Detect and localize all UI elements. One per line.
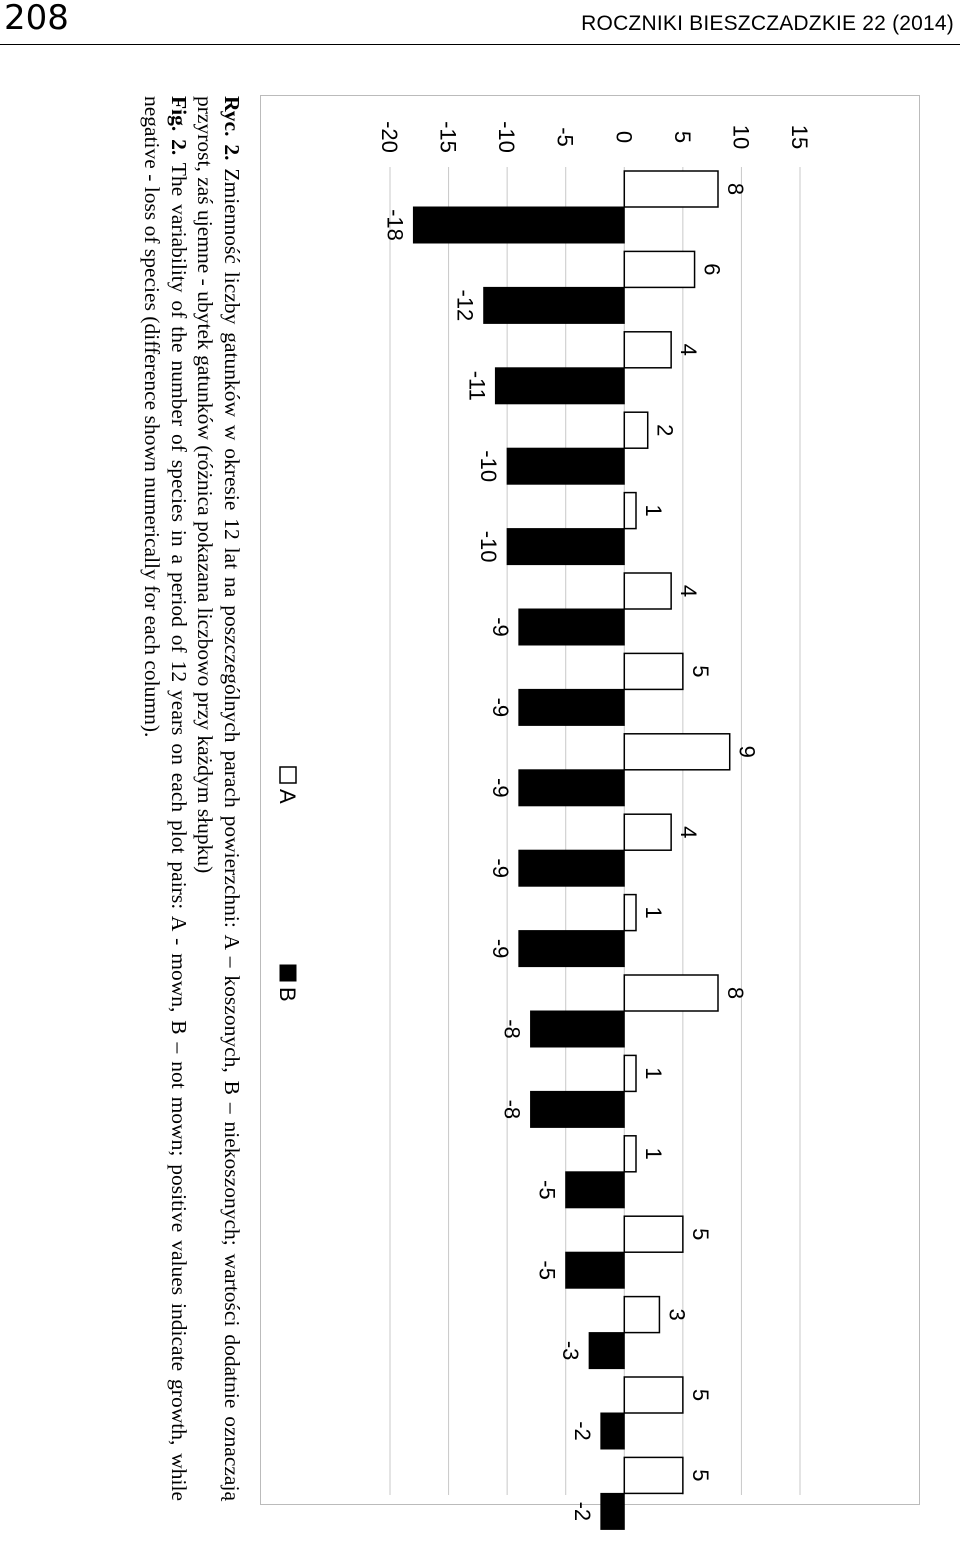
data-label-a: 1 — [641, 906, 666, 919]
data-label-a: 4 — [676, 584, 702, 598]
legend — [275, 767, 300, 1002]
data-label-b: -9 — [487, 617, 513, 637]
data-label-a: 3 — [664, 1308, 690, 1321]
data-label-b: -18 — [382, 209, 408, 241]
data-label-b: -9 — [487, 778, 513, 798]
legend-label-b: B — [275, 987, 300, 1002]
legend-label-a: A — [275, 789, 300, 804]
data-label-a: 8 — [723, 986, 748, 1000]
data-label-a: 5 — [687, 665, 713, 678]
bar-a — [624, 493, 636, 529]
y-tick-label: 5 — [669, 130, 695, 144]
data-label-b: -8 — [499, 1099, 525, 1120]
data-label-a: 2 — [652, 424, 678, 437]
data-label-a: 1 — [641, 1067, 666, 1080]
data-label-b: -10 — [476, 530, 502, 563]
bar-a — [624, 1216, 683, 1252]
data-label-a: 8 — [723, 182, 748, 196]
bar-a — [624, 975, 718, 1011]
bar-b — [566, 1252, 625, 1288]
bar-a — [624, 573, 671, 609]
data-label-b: -9 — [487, 697, 513, 718]
bar-a — [624, 734, 729, 770]
y-tick-label: -5 — [552, 127, 578, 147]
data-label-b: -5 — [534, 1180, 560, 1200]
data-label-a: 9 — [734, 745, 760, 758]
figure-caption — [139, 96, 245, 1501]
bar-a — [624, 895, 636, 931]
caption-en-label: Fig. 2. — [167, 96, 191, 156]
caption-en-text: The variability of the number of species in a period of 12 years on each plot pairs: A - mown, B – not mown; positive values indicate growth, while negative - loss of species (difference shown numerically for each column). — [140, 96, 191, 1501]
bar-a — [624, 1055, 636, 1091]
bar-b — [507, 529, 624, 565]
bar-b — [566, 1172, 625, 1208]
y-tick-label: 0 — [611, 130, 637, 144]
data-label-a: 4 — [676, 826, 702, 839]
bar-b — [531, 1091, 625, 1127]
caption-en — [139, 96, 192, 1501]
data-label-a: 5 — [687, 1228, 713, 1241]
bar-a — [624, 251, 694, 287]
bar-b — [413, 207, 624, 243]
bar-b — [519, 931, 624, 967]
data-label-a: 1 — [641, 1147, 666, 1160]
data-label-a: 6 — [699, 263, 725, 276]
bar-b — [589, 1333, 624, 1369]
bar-b — [519, 770, 624, 806]
bar-a — [624, 814, 671, 850]
bar-a — [624, 1297, 659, 1333]
bars — [413, 171, 729, 1529]
data-label-b: -5 — [534, 1260, 560, 1280]
data-label-b: -9 — [487, 938, 513, 959]
bar-b — [495, 368, 624, 404]
bar-b — [601, 1413, 624, 1449]
y-tick-label: 10 — [728, 124, 754, 150]
data-label-b: -12 — [452, 289, 478, 322]
legend-swatch-b — [280, 965, 296, 981]
data-label-b: -11 — [464, 370, 490, 401]
bar-a — [624, 171, 718, 207]
bar-a — [624, 1457, 683, 1493]
data-label-b: -10 — [476, 450, 502, 483]
bar-b — [507, 448, 624, 484]
bar-b — [519, 850, 624, 886]
data-label-a: 1 — [641, 504, 666, 517]
bar-a — [624, 1136, 636, 1172]
y-tick-label: -15 — [435, 121, 461, 153]
gridlines — [390, 167, 800, 1495]
journal-title: ROCZNIKI BIESZCZADZKIE 22 (2014) — [581, 12, 954, 35]
bar-b — [484, 287, 625, 323]
y-axis-ticks — [377, 121, 812, 153]
data-label-a: 5 — [687, 1388, 713, 1402]
bar-a — [624, 1377, 683, 1413]
caption-pl — [192, 96, 245, 1501]
bar-b — [531, 1011, 625, 1047]
bar-a — [624, 412, 647, 448]
bar-a — [624, 332, 671, 368]
bar-chart — [260, 95, 920, 1522]
bar-b — [601, 1493, 624, 1529]
bar-b — [519, 689, 624, 725]
bar-b — [519, 609, 624, 645]
caption-pl-text: Zmienność liczby gatunków w okresie 12 lat na poszczególnych parach powierzchni: A – koszonych, B – niekoszonych; wartości dodatnie oznaczają przyrost, zaś ujemne - ubytek gatunków (różnica pokazana liczbowo przy każdym słupku) — [193, 96, 244, 1501]
data-label-b: -2 — [569, 1421, 595, 1441]
data-label-a: 5 — [687, 1469, 713, 1482]
y-tick-label: -10 — [494, 121, 520, 153]
legend-swatch-a — [280, 767, 296, 783]
y-tick-label: 15 — [787, 124, 812, 150]
page-number: 208 — [4, 0, 69, 38]
data-label-b: -9 — [487, 858, 513, 878]
data-label-b: -3 — [558, 1340, 584, 1361]
bar-a — [624, 653, 683, 689]
data-label-a: 4 — [676, 343, 702, 356]
caption-pl-label: Ryc. 2. — [220, 96, 244, 161]
y-tick-label: -20 — [377, 121, 402, 153]
data-label-b: -8 — [499, 1019, 525, 1039]
data-label-b: -2 — [569, 1501, 595, 1522]
